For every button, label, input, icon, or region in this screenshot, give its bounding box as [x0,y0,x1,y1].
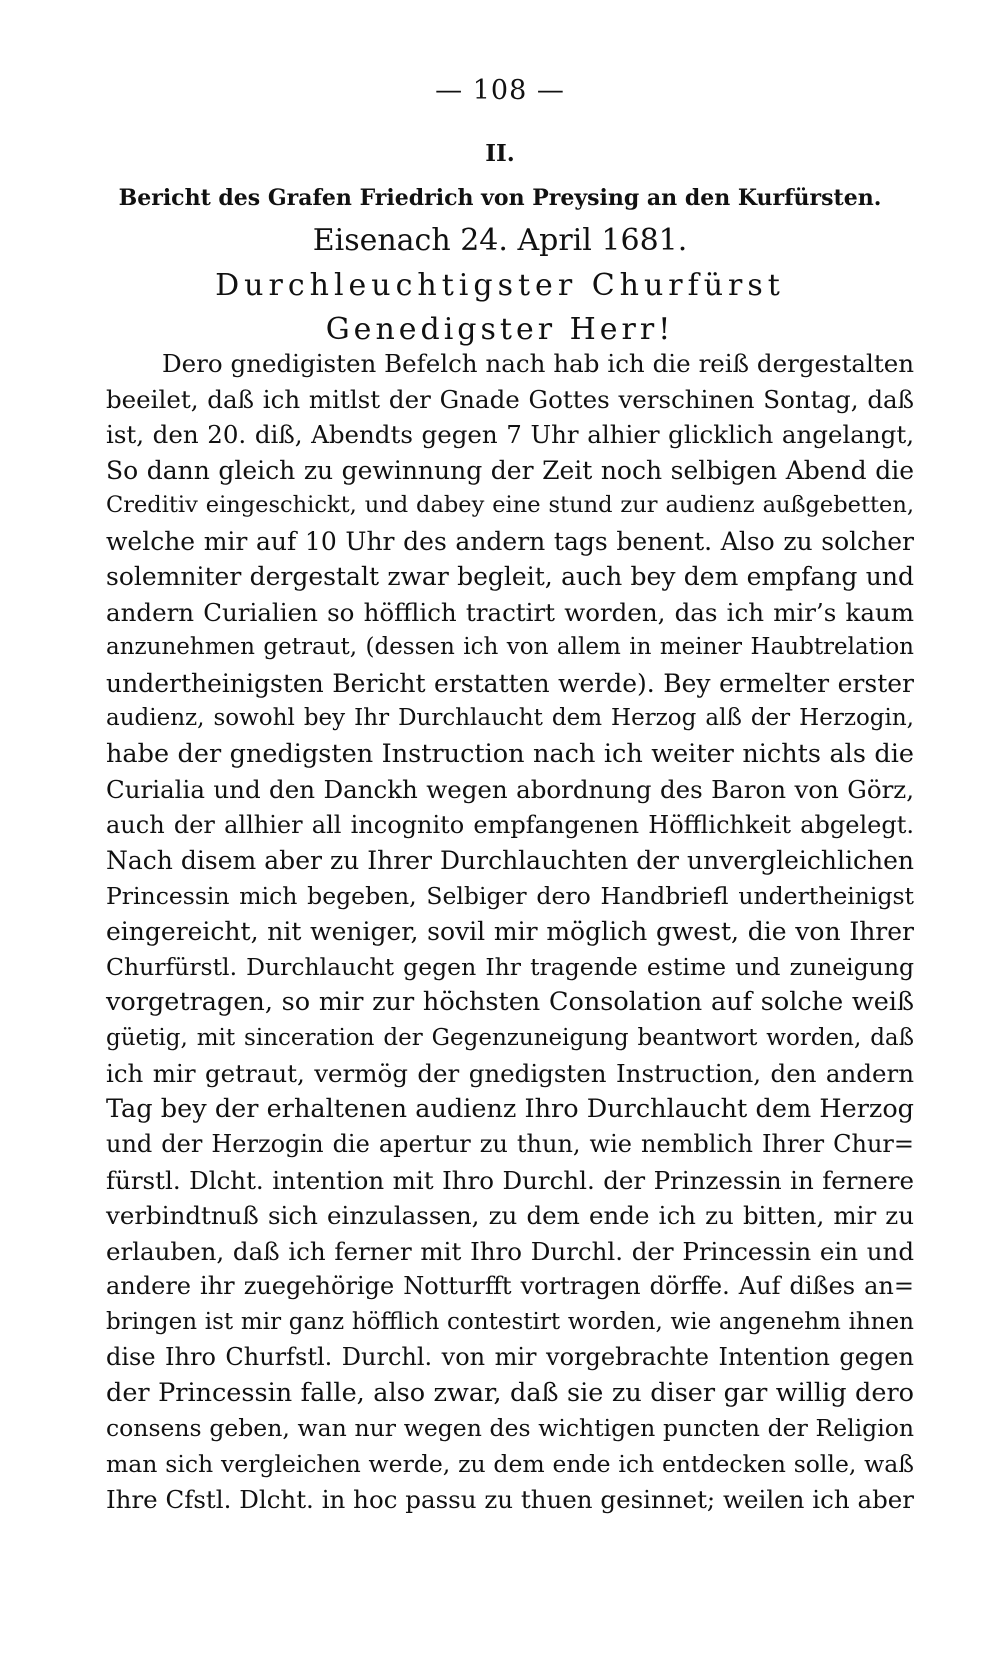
text-line: und der Herzogin die apertur zu thun, wie nemblich Ihrer Chur= [106,1130,914,1158]
text-line: welche mir auf 10 Uhr des andern tags benent. Also zu solcher [106,526,914,556]
text-line: vorgetragen, so mir zur höchsten Consolation auf solche weiß [106,987,914,1017]
text-line: andere ihr zuegehörige Notturfft vortragen dörffe. Auf dißes an= [106,1272,914,1300]
text-line: dise Ihro Churfstl. Durchl. von mir vorgebrachte Intention gegen [106,1343,914,1371]
text-line: bringen ist mir ganz höfflich contestirt worden, wie angenehm ihnen [106,1308,914,1335]
text-line: der Princessin falle, also zwar, daß sie zu diser gar willig dero [106,1377,914,1408]
text-line: undertheinigsten Bericht erstatten werde). Bey ermelter erster [106,668,914,698]
text-line: auch der allhier all incognito empfangenen Höfflichkeit abgelegt. [106,810,914,839]
text-line: ist, den 20. diß, Abendts gegen 7 Uhr alhier glicklich angelangt, [106,420,914,449]
text-line: anzunehmen getraut, (dessen ich von allem in meiner Haubtrelation [106,634,914,660]
salutation-line-2: Genedigster Herr! [325,312,675,347]
text-line: erlauben, daß ich ferner mit Ihro Durchl. der Princessin ein und [106,1236,914,1266]
text-line: man sich vergleichen werde, zu dem ende ich entdecken solle, waß [106,1449,914,1478]
text-line: habe der gnedigsten Instruction nach ich weiter nichts als die [106,738,914,769]
text-line: andern Curialien so höfflich tractirt worden, das ich mir’s kaum [106,597,914,627]
text-line: audienz, sowohl bey Ihr Durchlaucht dem Herzog alß der Herzogin, [106,705,914,731]
salutation-line-1: Durchleuchtigster Churfürst [215,268,785,303]
text-line: Churfürstl. Durchlaucht gegen Ihr tragende estime und zuneigung [106,952,914,981]
text-line: beeilet, daß ich mitlst der Gnade Gottes verschinen Sontag, daß [106,384,914,414]
document-heading: Bericht des Grafen Friedrich von Preysing an den Kurfürsten. [118,185,882,211]
page-number: — 108 — [435,75,565,106]
text-line: consens geben, wan nur wegen des wichtigen puncten der Religion [106,1414,914,1442]
text-line: So dann gleich zu gewinnung der Zeit noch selbigen Abend die [106,455,914,485]
dateline: Eisenach 24. April 1681. [312,223,688,258]
body-text [106,346,914,1518]
text-line: Creditiv eingeschickt, und dabey eine stund zur audienz außgebetten, [106,492,914,518]
text-line: solemniter dergestalt zwar begleit, auch bey dem empfang und [106,562,914,591]
text-line: güetig, mit sinceration der Gegenzuneigung beantwort worden, daß [106,1024,914,1051]
section-numeral: II. [485,140,515,167]
text-line: Ihre Cfstl. Dlcht. in hoc passu zu thuen gesinnet; weilen ich aber [106,1485,914,1514]
text-line: Princessin mich begeben, Selbiger dero Handbriefl undertheinigst [106,881,914,910]
text-line: Curialia und den Danckh wegen abordnung des Baron von Görz, [106,775,914,804]
text-line: eingereicht, nit weniger, sovil mir möglich gwest, die von Ihrer [106,917,914,946]
text-line: Dero gnedigisten Befelch nach hab ich die reiß dergestalten [162,349,914,378]
text-line: ich mir getraut, vermög der gnedigsten Instruction, den andern [106,1059,914,1088]
text-line: Nach disem aber zu Ihrer Durchlauchten der unvergleichlichen [106,846,914,875]
text-line: fürstl. Dlcht. intention mit Ihro Durchl. der Prinzessin in fernere [106,1165,914,1195]
text-line: verbindtnuß sich einzulassen, zu dem ende ich zu bitten, mir zu [106,1201,914,1230]
text-line: Tag bey der erhaltenen audienz Ihro Durchlaucht dem Herzog [106,1093,914,1124]
